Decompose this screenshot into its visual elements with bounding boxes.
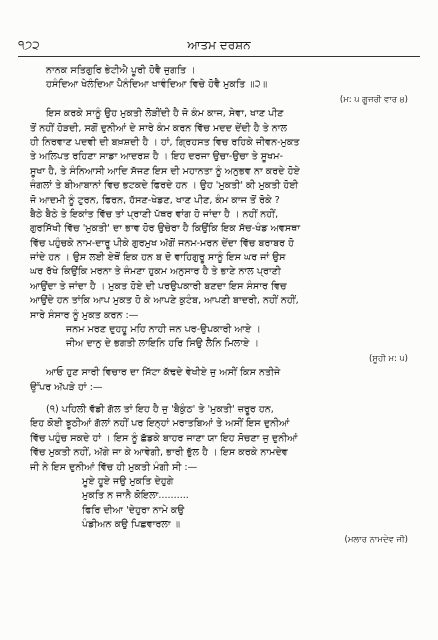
verse-line: ਮੁਕਤਿ ਨ ਜਾਨੈ ਕੋਇਲਾ.......... bbox=[82, 490, 189, 502]
paragraph-line: ਜੋ ਆਦਮੀ ਨੂੰ ਟੁਰਨ, ਫਿਰਨ, ਹੱਸਣ-ਖੇਡਣ, ਖਾਣ ਪੀਣ, ਕੰਮ ਕਾਜ ਤੋਂ ਰੋਕੇ ? bbox=[30, 194, 280, 206]
page-header bbox=[18, 38, 420, 54]
paragraph-line: ਬੈਠੇ ਬੈਠੇ ਤੇ ਇਕਾਂਤ ਵਿੱਚ ਤਾਂ ਪ੍ਰਾਣੀ ਪੱਥਰ ਵਾਂਗ ਹੋ ਜਾਂਦਾ ਹੈ । ਨਹੀਂ ਨਹੀਂ, bbox=[30, 208, 279, 220]
paragraph-line: ਆਉਂਦੇ ਹਨ ਤਾਂਕਿ ਆਪ ਮੁਕਤ ਹੋ ਕੇ ਆਪਣੇ ਕੁਟੰਬ, ਆਪਣੀ ਬਾਦਰੀ, ਨਹੀਂ ਨਹੀਂ, bbox=[30, 295, 299, 307]
paragraph-line: ਸਾਰੇ ਸੰਸਾਰ ਨੂੰ ਮੁਕਤ ਕਰਨ :— bbox=[30, 309, 139, 321]
paragraph-line: ਵਿੱਚ ਮੁਕਤੀ ਨਹੀਂ, ਅੱਗੇ ਜਾ ਕੇ ਆਵੇਗੀ, ਭਾਰੀ ਭੁੱਲ ਹੈ । ਇਸ ਕਰਕੇ ਨਾਮਦੇਵ bbox=[30, 447, 288, 459]
paragraph-line: ਇਸ ਕਰਕੇ ਸਾਨੂੰ ਉਹ ਮੁਕਤੀ ਲੋੜੀਂਦੀ ਹੈ ਜੋ ਕੰਮ ਕਾਜ, ਸੇਵਾ, ਖਾਣ ਪੀਣ bbox=[46, 108, 284, 120]
body-text bbox=[30, 64, 416, 547]
verse-citation: (ਸੂਹੀ ਮ: ੫) bbox=[369, 353, 408, 364]
verse-line: ਹਸੰਦਿਆ ਖੇਲੰਦਿਆ ਪੈਨੰਦਿਆ ਖਾਵੰਦਿਆ ਵਿਚੇ ਹੋਵੈ ਮੁਕਤਿ ॥੨॥ bbox=[46, 79, 268, 91]
verse-citation: (ਮਲਾਰ ਨਾਮਦੇਵ ਜੀ) bbox=[344, 534, 408, 545]
paragraph-line: ਘਰ ਰੱਖੇ ਕਿਉਂਕਿ ਮਰਨਾ ਤੇ ਜੰਮਣਾ ਹੁਕਮ ਅਨੁਸਾਰ ਹੈ ਤੇ ਭਾਣੇ ਨਾਲ ਪ੍ਰਾਣੀ bbox=[30, 266, 281, 278]
paragraph-line: ਜੰਗਲਾਂ ਤੇ ਬੀਆਬਾਨਾਂ ਵਿਚ ਭਟਕਦੇ ਫਿਰਦੇ ਹਨ । ਉਹ 'ਮੁਕਤੀ' ਕੀ ਮੁਕਤੀ ਹੋਈ bbox=[30, 180, 299, 192]
verse-line: ਫਿਰਿ ਦੀਆ 'ਦੇਹੁਰਾ ਨਾਮੇ ਕਉ bbox=[82, 504, 185, 516]
verse-line: ਪੰਡੀਅਨ ਕਉ ਪਿਛਵਾਰਲਾ ॥ bbox=[82, 519, 181, 531]
paragraph-line: ਜਾਂਦੇ ਹਨ । ਉਸ ਲਈ ਏਥੋਂ ਇਕ ਹਨ ਬ ਦੋ ਵਾਹਿਗੁਰੂ ਸਾਨੂੰ ਇਸ ਘਰ ਜਾਂ ਉਸ bbox=[30, 252, 286, 264]
paragraph-line: ਉੱਪਰ ਅੱਪੜੇ ਹਾਂ :— bbox=[30, 381, 103, 393]
paragraph-line: ਆਓ ਹੁਣ ਸਾਰੀ ਵਿਚਾਰ ਦਾ ਸਿੱਟਾ ਕੱਢਦੇ ਵੇਖੀਏ ਜੁ ਅਸੀਂ ਕਿਸ ਨਤੀਜੇ bbox=[46, 367, 281, 379]
paragraph-line: ਇਹ ਕੋਈ ਝੂਠੀਆਂ ਗੱਲਾਂ ਨਹੀਂ ਪਰ ਇਨ੍ਹਾਂ ਮਰਾਤਬਿਆਂ ਤੇ ਅਸੀਂ ਇਸ ਦੁਨੀਆਂ bbox=[30, 418, 290, 430]
paragraph-line: ਸੂਖਾ ਹੈ, ਤੇ ਸੰਨਿਆਸੀ ਆਦਿ ਸੱਜਣ ਇਸ ਦੀ ਮਹਾਨਤਾ ਨੂੰ ਅਨੁਭਵ ਨਾ ਕਰਦੇ ਹੋਏ bbox=[30, 165, 300, 177]
paragraph-gap bbox=[30, 395, 416, 403]
paragraph-line: ਜੀ ਨੇ ਇਸ ਦੁਨੀਆਂ ਵਿੱਚ ਹੀ ਮੁਕਤੀ ਮੰਗੀ ਸੀ :— bbox=[30, 461, 198, 473]
running-title: ਆਤਮ ਦਰਸ਼ਨ bbox=[187, 38, 251, 52]
paragraph-line: ਵਿੱਚ ਪਹੁੰਚ ਸਕਦੇ ਹਾਂ । ਇਸ ਨੂੰ ਛੱਡਕੇ ਬਾਹਰ ਜਾਣਾ ਯਾ ਇਹ ਸੋਚਣਾ ਜੁ ਦੁਨੀਆਂ bbox=[30, 432, 298, 444]
verse-citation: (ਮ: ੫ ਗੂਜਰੀ ਵਾਰ ੪) bbox=[339, 94, 408, 105]
paragraph-line: ਆਉਂਦਾ ਤੇ ਜਾਂਦਾ ਹੈ । ਮੁਕਤ ਹੋਏ ਦੀ ਪਰਉਪਕਾਰੀ ਬਣਦਾ ਇਸ ਸੰਸਾਰ ਵਿਚ bbox=[30, 280, 287, 292]
paragraph-line: ਹੀ ਨਿਰਵਾਣ ਪਦਵੀ ਦੀ ਬਖ਼ਸ਼ਦੀ ਹੈ । ਹਾਂ, ਗ੍ਰਿਹਸਤ ਵਿਚ ਰਹਿਕੇ ਜੀਵਨ-ਮੁਕਤ bbox=[30, 136, 300, 148]
paragraph-line: (੧) ਪਹਿਲੀ ਵੱਡੀ ਗੱਲ ਤਾਂ ਇਹ ਹੈ ਜੁ 'ਬੈਕੁੰਠ' ਤੇ 'ਮੁਕਤੀ' ਜ਼ਰੂਰ ਹਨ, bbox=[46, 403, 274, 415]
paragraph-line: ਤੋਂ ਨਹੀਂ ਹੋੜਦੀ, ਸਗੋਂ ਦੁਨੀਆਂ ਦੇ ਸਾਰੇ ਕੰਮ ਕਰਨ ਵਿੱਚ ਮਦਦ ਦੇਂਦੀ ਹੈ ਤੇ ਨਾਲ bbox=[30, 122, 288, 134]
verse-line: ਜੀਅ ਦਾਨੁ ਦੇ ਭਗਤੀ ਲਾਇਨਿ ਹਰਿ ਸਿਉ ਲੈਨਿ ਮਿਲਾਏ । bbox=[66, 338, 259, 350]
header-divider bbox=[18, 56, 420, 57]
page-number: ੧੭੨ bbox=[18, 38, 40, 52]
verse-line: ਮੂਏ ਹੂਏ ਜਉ ਮੁਕਤਿ ਦੇਹੁਗੇ bbox=[82, 475, 174, 487]
verse-line: ਜਨਮ ਮਰਣ ਦੁਹਹੂ ਮਹਿ ਨਾਹੀ ਜਨ ਪਰ-ਉਪਕਾਰੀ ਆਏ । bbox=[66, 324, 261, 336]
paragraph-line: ਵਿੱਚ ਪਹੁੰਚਕੇ ਨਾਮ-ਦਾਰੂ ਪੀਕੇ ਗੁਰਮੁਖ ਅੱਗੋਂ ਜਨਮ-ਮਰਨ ਦੇਂਦਾ ਵਿੱਚ ਬਰਾਬਰ ਹੋ bbox=[30, 237, 295, 249]
paragraph-line: ਤੇ ਅਲਿਪਤ ਰਹਿਣਾ ਸਾਡਾ ਆਦਰਸ਼ ਹੈ । ਇਹ ਦਰਜਾ ਉਚਾ-ਉਚਾ ਤੇ ਸੂਖਮ- bbox=[30, 151, 284, 163]
verse-line: ਨਾਨਕ ਸਤਿਗੁਰਿ ਭੇਟੀਐ ਪੂਰੀ ਹੋਵੈ ਜੁਗਤਿ । bbox=[46, 65, 196, 76]
paragraph-line: ਗੁਰਸਿੱਖੀ ਵਿੱਚ 'ਮੁਕਤੀ' ਦਾ ਭਾਵ ਹੋਰ ਉਚੇਰਾ ਹੈ ਕਿਉਂਕਿ ਇਕ ਸੱਚ-ਖੰਡ ਅਵਸਥਾ bbox=[30, 223, 301, 235]
